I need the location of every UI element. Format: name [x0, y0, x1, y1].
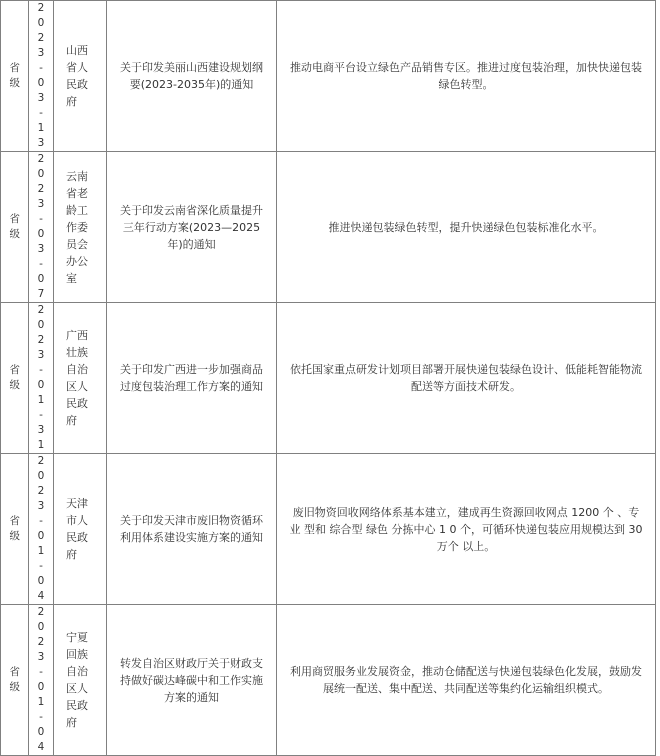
content-cell [277, 1, 656, 152]
table-row [1, 303, 656, 454]
level-cell [1, 152, 29, 303]
issuer-text: 宁夏回族自治区人民政府 [66, 631, 88, 729]
table-row [1, 152, 656, 303]
content-cell [277, 152, 656, 303]
issuer-cell [54, 454, 107, 605]
policy-title: 关于印发云南省深化质量提升三年行动方案(2023—2025年)的通知 [120, 203, 263, 251]
level-cell [1, 605, 29, 756]
issuer-text: 天津市人民政府 [66, 497, 88, 561]
level-text: 省级 [9, 515, 20, 542]
issuer-text: 广西壮族自治区人民政府 [66, 329, 88, 427]
issuer-text: 云南省老龄工作委员会办公室 [66, 169, 88, 285]
level-text: 省级 [9, 364, 20, 391]
policy-content: 废旧物资回收网络体系基本建立，建成再生资源回收网点 1200 个 、专业 型和 综合型 绿色 分拣中心 1 0 个，可循环快递包装应用规模达到 30 万个 以上。 [289, 505, 643, 553]
issuer-text: 山西省人民政府 [66, 44, 88, 108]
table-row [1, 605, 656, 756]
issuer-cell [54, 152, 107, 303]
title-cell [107, 454, 277, 605]
level-text: 省级 [9, 213, 20, 240]
date-cell [29, 605, 54, 756]
issuer-cell [54, 605, 107, 756]
policy-title: 转发自治区财政厅关于财政支持做好碳达峰碳中和工作实施方案的通知 [120, 656, 263, 704]
policy-content: 利用商贸服务业发展资金，推动仓储配送与快递包装绿色化发展，鼓励发展统一配送、集中配送、共同配送等集约化运输组织模式。 [290, 665, 642, 695]
title-cell [107, 1, 277, 152]
date-cell [29, 303, 54, 454]
date-cell [29, 454, 54, 605]
level-text: 省级 [9, 666, 20, 693]
content-cell [277, 303, 656, 454]
level-text: 省级 [9, 62, 20, 89]
date-cell [29, 1, 54, 152]
policy-content: 推动电商平台设立绿色产品销售专区。推进过度包装治理，加快快递包装绿色转型。 [290, 61, 642, 91]
content-cell [277, 605, 656, 756]
date-text: 2023-01-04 [37, 606, 45, 753]
issuer-cell [54, 1, 107, 152]
policy-content: 依托国家重点研发计划项目部署开展快递包装绿色设计、低能耗智能物流配送等方面技术研发。 [290, 363, 642, 393]
level-cell [1, 1, 29, 152]
date-text: 2023-03-07 [37, 153, 45, 300]
policy-title: 关于印发美丽山西建设规划纲要(2023-2035年)的通知 [120, 61, 263, 91]
title-cell [107, 303, 277, 454]
policy-title: 关于印发广西进一步加强商品过度包装治理工作方案的通知 [120, 363, 263, 393]
table-row [1, 454, 656, 605]
date-cell [29, 152, 54, 303]
policy-title: 关于印发天津市废旧物资循环利用体系建设实施方案的通知 [120, 514, 263, 544]
table-row [1, 1, 656, 152]
issuer-cell [54, 303, 107, 454]
title-cell [107, 605, 277, 756]
date-text: 2023-01-31 [37, 304, 45, 451]
level-cell [1, 454, 29, 605]
policy-content: 推进快递包装绿色转型，提升快递绿色包装标准化水平。 [328, 220, 604, 234]
date-text: 2023-03-13 [37, 2, 45, 149]
title-cell [107, 152, 277, 303]
level-cell [1, 303, 29, 454]
date-text: 2023-01-04 [37, 455, 45, 602]
content-cell [277, 454, 656, 605]
